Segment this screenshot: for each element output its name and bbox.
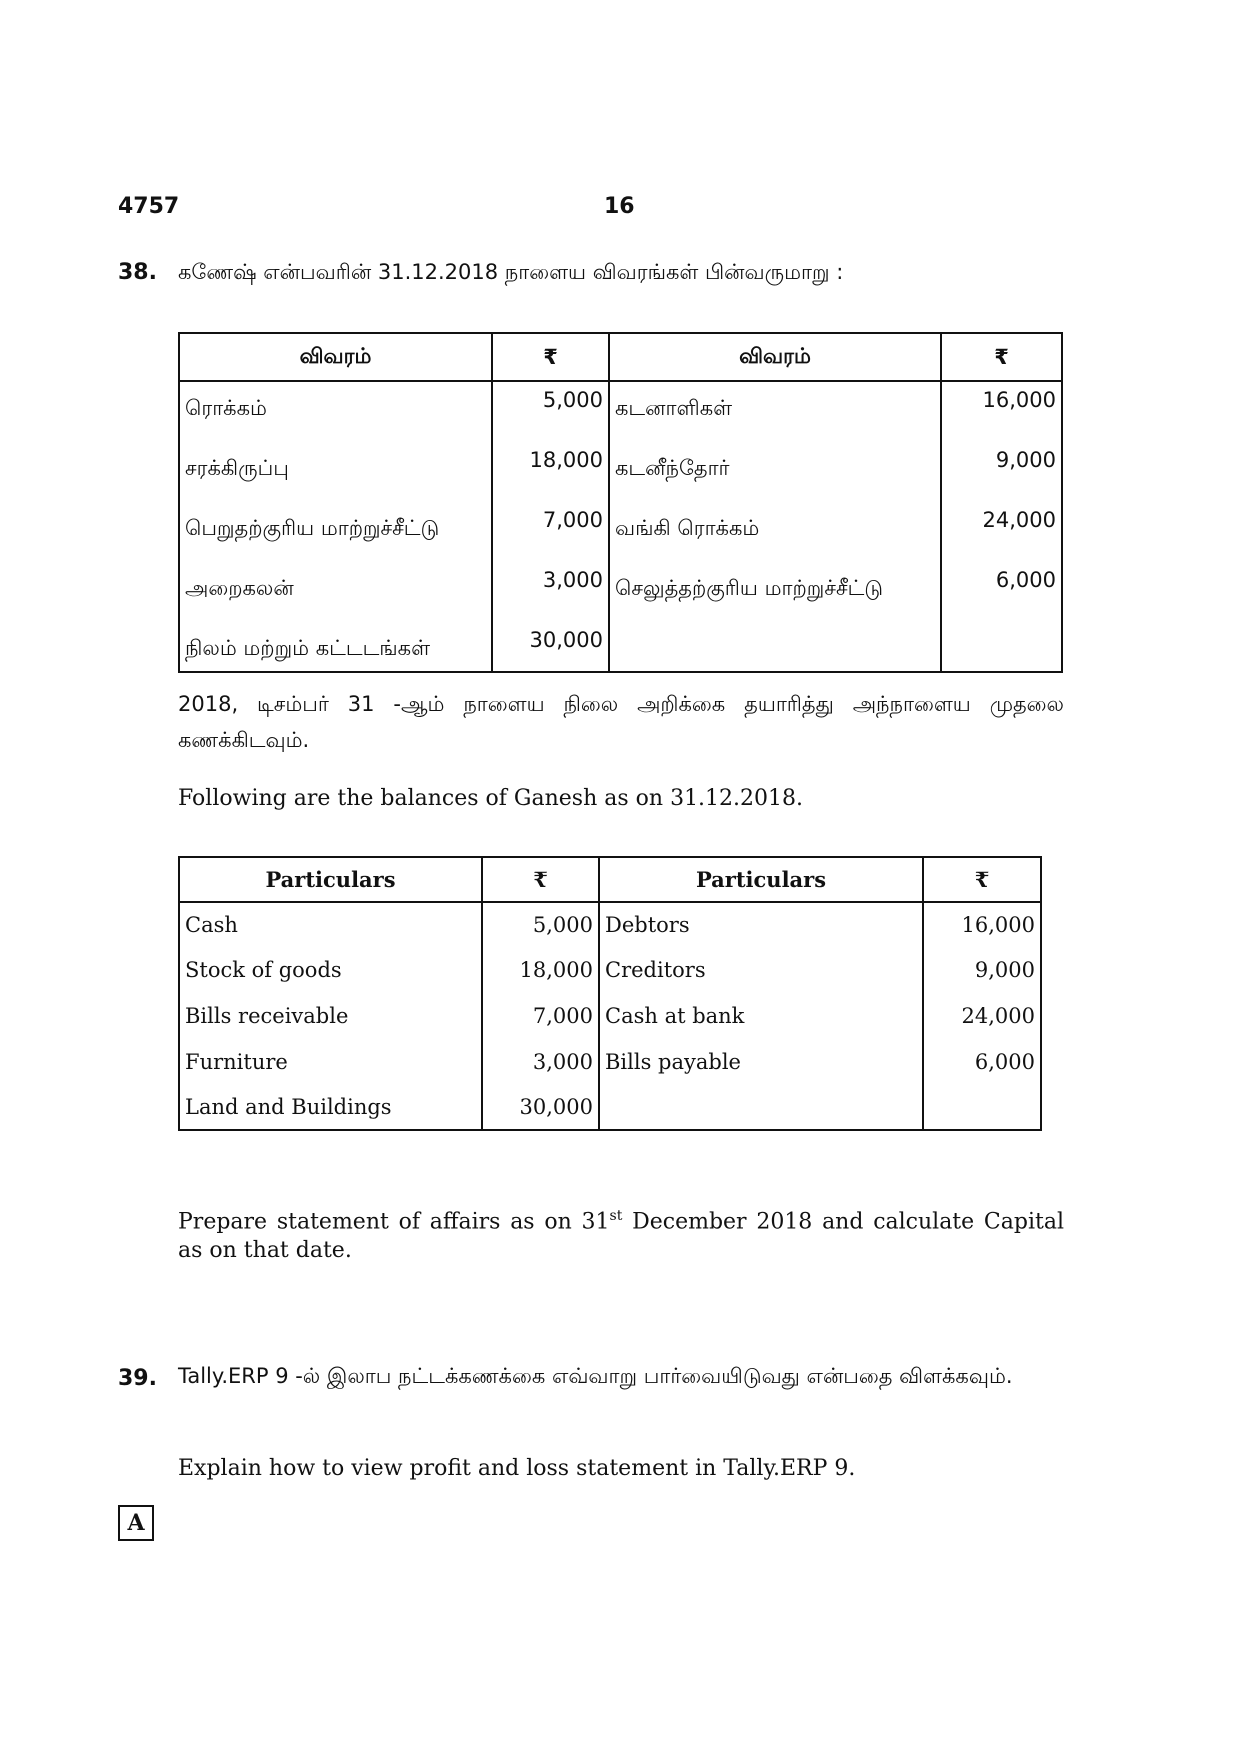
superscript-st: st xyxy=(609,1208,623,1224)
table-row xyxy=(179,381,1062,442)
version-box: A xyxy=(118,1505,154,1541)
table-cell: Bills payable xyxy=(599,1039,923,1085)
table-cell: 30,000 xyxy=(492,622,609,672)
table-row xyxy=(179,1039,1041,1085)
column-header: ₹ xyxy=(941,333,1062,381)
table-cell: 7,000 xyxy=(492,502,609,562)
table-row xyxy=(179,622,1062,672)
table-row xyxy=(179,993,1041,1039)
table-cell: ரொக்கம் xyxy=(179,381,492,442)
column-header: Particulars xyxy=(179,857,482,902)
task-text-part: Prepare statement of affairs as on 31 xyxy=(178,1209,610,1235)
column-header: ₹ xyxy=(923,857,1041,902)
table-cell xyxy=(941,622,1062,672)
question-38-number: 38. xyxy=(118,260,157,285)
table-cell: Furniture xyxy=(179,1039,482,1085)
table-cell: சரக்கிருப்பு xyxy=(179,442,492,502)
table-cell: 7,000 xyxy=(482,993,599,1039)
table-cell: 6,000 xyxy=(941,562,1062,622)
table-cell: 16,000 xyxy=(923,902,1041,947)
tamil-balances-table xyxy=(178,332,1063,673)
question-38-english-intro: Following are the balances of Ganesh as on 31.12.2018. xyxy=(178,786,804,811)
table-cell xyxy=(923,1085,1041,1130)
table-cell: Cash xyxy=(179,902,482,947)
table-cell: நிலம் மற்றும் கட்டடங்கள் xyxy=(179,622,492,672)
question-38-english-task xyxy=(178,1202,1064,1265)
table-cell: 5,000 xyxy=(482,902,599,947)
table-cell: பெறுதற்குரிய மாற்றுச்சீட்டு xyxy=(179,502,492,562)
table-header-row xyxy=(179,857,1041,902)
table-cell: 30,000 xyxy=(482,1085,599,1130)
table-cell: 24,000 xyxy=(941,502,1062,562)
task-text-part: December 2018 and calculate Capital as on that date. xyxy=(178,1209,1064,1264)
table-cell: Creditors xyxy=(599,947,923,993)
table-cell: 3,000 xyxy=(492,562,609,622)
paper-code: 4757 xyxy=(118,194,180,219)
table-header-row xyxy=(179,333,1062,381)
table-cell: Land and Buildings xyxy=(179,1085,482,1130)
table-cell: 16,000 xyxy=(941,381,1062,442)
table-row xyxy=(179,947,1041,993)
table-cell: Cash at bank xyxy=(599,993,923,1039)
table-row xyxy=(179,562,1062,622)
table-cell: 9,000 xyxy=(923,947,1041,993)
table-cell: செலுத்தற்குரிய மாற்றுச்சீட்டு xyxy=(609,562,941,622)
question-39-number: 39. xyxy=(118,1366,157,1391)
column-header: ₹ xyxy=(492,333,609,381)
table-cell xyxy=(609,622,941,672)
table-cell: 3,000 xyxy=(482,1039,599,1085)
table-cell: வங்கி ரொக்கம் xyxy=(609,502,941,562)
table-cell: Debtors xyxy=(599,902,923,947)
table-cell xyxy=(599,1085,923,1130)
column-header: Particulars xyxy=(599,857,923,902)
table-row xyxy=(179,902,1041,947)
table-cell: 24,000 xyxy=(923,993,1041,1039)
table-cell: 6,000 xyxy=(923,1039,1041,1085)
table-row xyxy=(179,1085,1041,1130)
table-cell: 18,000 xyxy=(492,442,609,502)
table-cell: 9,000 xyxy=(941,442,1062,502)
table-row xyxy=(179,502,1062,562)
table-cell: 18,000 xyxy=(482,947,599,993)
table-cell: கடனாளிகள் xyxy=(609,381,941,442)
table-cell: Bills receivable xyxy=(179,993,482,1039)
question-39-english-text: Explain how to view profit and loss statement in Tally.ERP 9. xyxy=(178,1456,856,1481)
table-cell: அறைகலன் xyxy=(179,562,492,622)
question-39-tamil-text: Tally.ERP 9 -ல் இலாப நட்டக்கணக்கை எவ்வாறு பார்வையிடுவது என்பதை விளக்கவும். xyxy=(178,1364,1013,1388)
question-38-tamil-task: 2018, டிசம்பர் 31 -ஆம் நாளைய நிலை அறிக்கை தயாரித்து அந்நாளைய முதலை கணக்கிடவும். xyxy=(178,692,1064,752)
page-number: 16 xyxy=(604,194,635,219)
english-balances-table xyxy=(178,856,1042,1131)
table-row xyxy=(179,442,1062,502)
table-cell: Stock of goods xyxy=(179,947,482,993)
question-38-tamil-intro: கணேஷ் என்பவரின் 31.12.2018 நாளைய விவரங்கள் பின்வருமாறு : xyxy=(178,260,844,284)
column-header: விவரம் xyxy=(609,333,941,381)
table-cell: 5,000 xyxy=(492,381,609,442)
table-cell: கடனீந்தோர் xyxy=(609,442,941,502)
column-header: விவரம் xyxy=(179,333,492,381)
column-header: ₹ xyxy=(482,857,599,902)
